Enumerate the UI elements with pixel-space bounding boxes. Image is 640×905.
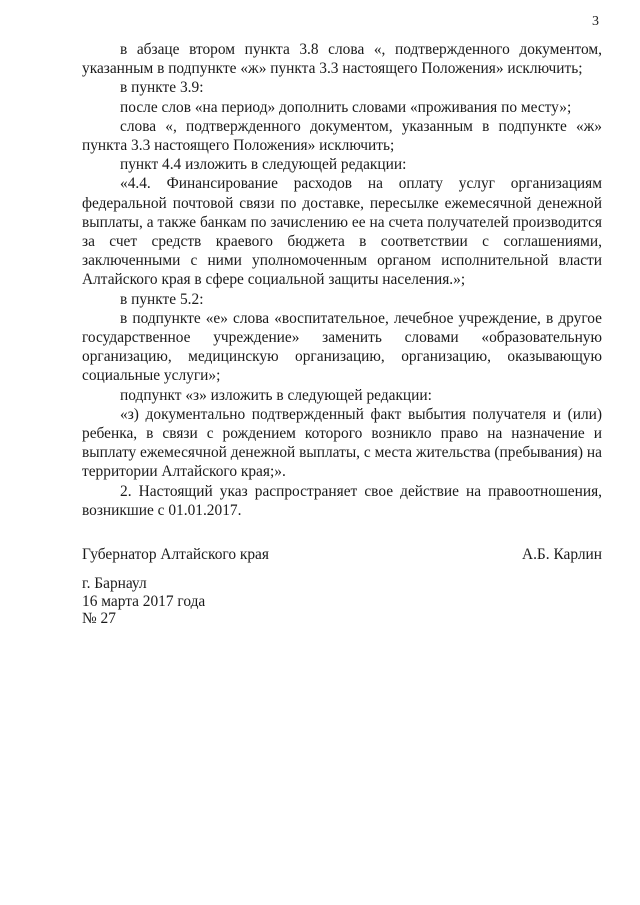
signatory-name: А.Б. Карлин bbox=[521, 546, 602, 563]
paragraph-5: пункт 4.4 изложить в следующей редакции: bbox=[120, 156, 407, 174]
page-number: 3 bbox=[592, 14, 599, 29]
paragraph-6: «4.4. Финансирование расходов на оплату услуг организациям федеральной почтовой связи по доставке, пересылке ежемесячной денежной выплаты, а также банкам по зачислению ее на счета получателей производится за счет средств краевого бюджета в соответствии с соглашениями, заключенными с ними уполномоченным органом исполнительной власти Алтайского края в сфере социальной защиты населения.»; bbox=[82, 175, 602, 289]
paragraph-10: «з) документально подтвержденный факт выбытия получателя и (или) ребенка, в связи с рождением которого возникло право на назначение и выплату ежемесячной денежной выплаты, с места жительства (пребывания) на территории Алтайского края;». bbox=[82, 405, 602, 481]
paragraph-2: в пункте 3.9: bbox=[120, 79, 204, 97]
paragraph-3: после слов «на период» дополнить словами «проживания по месту»; bbox=[120, 98, 572, 116]
city: г. Барнаул bbox=[82, 575, 147, 592]
place-date-block bbox=[82, 575, 205, 628]
paragraph-7: в пункте 5.2: bbox=[120, 290, 204, 308]
paragraph-1: в абзаце втором пункта 3.8 слова «, подтвержденного документом, указанным в подпункте «ж» пункта 3.3 настоящего Положения» исключить; bbox=[82, 41, 602, 78]
document-number: № 27 bbox=[82, 610, 116, 627]
paragraph-11: 2. Настоящий указ распространяет свое действие на правоотношения, возникшие с 01.01.2017. bbox=[82, 482, 602, 519]
paragraph-4: слова «, подтвержденного документом, указанным в подпункте «ж» пункта 3.3 настоящего Положения» исключить; bbox=[82, 117, 602, 155]
signatory-position: Губернатор Алтайского края bbox=[82, 546, 269, 563]
document-body bbox=[82, 40, 602, 520]
signature-block bbox=[82, 546, 602, 564]
document-date: 16 марта 2017 года bbox=[82, 592, 206, 610]
paragraph-9: подпункт «з» изложить в следующей редакции: bbox=[120, 386, 432, 404]
paragraph-8: в подпункте «е» слова «воспитательное, лечебное учреждение, в другое государственное учреждение» заменить словами «образовательную организацию, медицинскую организацию, организацию, оказывающую социальные услуги»; bbox=[82, 309, 602, 385]
